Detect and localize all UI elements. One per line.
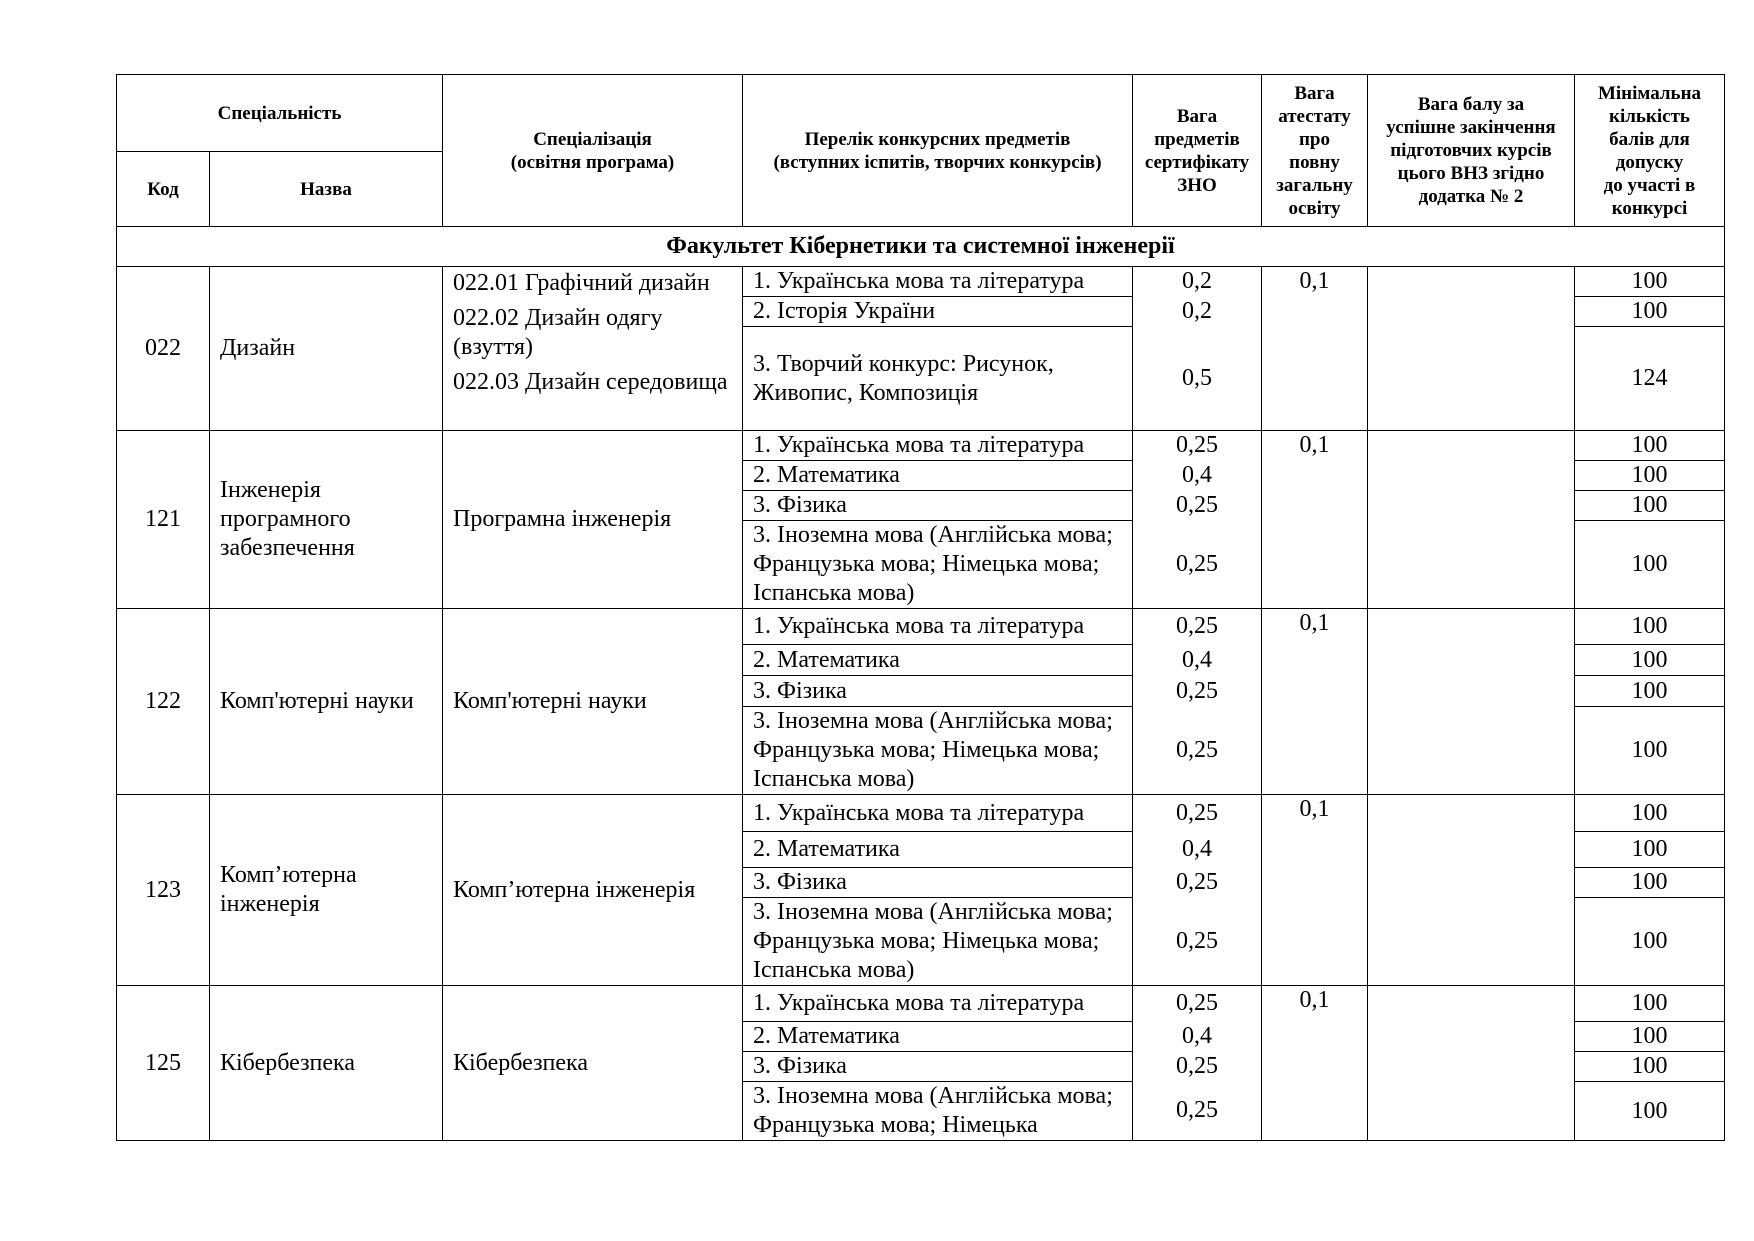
specialty-name: Комп'ютерні науки: [210, 609, 443, 795]
header-subjects-line2: (вступних іспитів, творчих конкурсів): [773, 151, 1102, 173]
subject-weight: 0,25: [1133, 1052, 1262, 1082]
subject-weight: 0,2: [1133, 297, 1262, 327]
specialization-item: 022.01 Графічний дизайн: [453, 270, 710, 296]
subject-item: 2. Історія України: [743, 297, 1133, 327]
header-weight-zno-l2: предметів: [1154, 128, 1240, 150]
subject-weight: 0,25: [1133, 707, 1262, 795]
specialty-name: Кібербезпека: [210, 986, 443, 1141]
specialty-name: Комп’ютерна інженерія: [210, 795, 443, 986]
specialization-item: Комп’ютерна інженерія: [443, 795, 743, 986]
header-name: Назва: [210, 152, 443, 227]
header-specialty: Спеціальність: [117, 75, 443, 152]
min-score: 100: [1575, 431, 1725, 461]
min-score: 100: [1575, 832, 1725, 868]
header-weight-zno-l4: ЗНО: [1177, 174, 1217, 196]
subject-item: 3. Іноземна мова (Англійська мова; Французька мова; Німецька мова; Іспанська мова): [743, 707, 1133, 795]
subject-item: 1. Українська мова та література: [743, 431, 1133, 461]
header-min-score-l1: Мінімальна: [1597, 82, 1702, 104]
min-score: 100: [1575, 1082, 1725, 1141]
header-weight-courses-l1: Вага балу за: [1417, 94, 1525, 115]
specialty-code: 022: [117, 267, 210, 431]
specialization-item: Кібербезпека: [443, 986, 743, 1141]
subject-weight: 0,25: [1133, 609, 1262, 645]
subject-item: 3. Іноземна мова (Англійська мова; Французька мова; Німецька мова; Іспанська мова): [743, 898, 1133, 986]
subject-weight: 0,4: [1133, 832, 1262, 868]
subject-item: 3. Іноземна мова (Англійська мова; Французька мова; Німецька: [743, 1082, 1133, 1141]
header-weight-courses-l3: підготовчих курсів: [1390, 140, 1552, 161]
certificate-weight: 0,1: [1262, 431, 1368, 609]
specialty-code: 123: [117, 795, 210, 986]
subject-weight: 0,4: [1133, 461, 1262, 491]
certificate-weight: 0,1: [1262, 986, 1368, 1141]
min-score: 100: [1575, 461, 1725, 491]
min-score: 100: [1575, 986, 1725, 1022]
header-specialization-line2: (освітня програма): [510, 151, 675, 173]
min-score: 100: [1575, 645, 1725, 676]
subject-weight: 0,25: [1133, 676, 1262, 707]
min-score: 100: [1575, 297, 1725, 327]
subject-item: 3. Фізика: [743, 676, 1133, 707]
header-specialization: [443, 75, 743, 227]
subject-weight: 0,4: [1133, 1022, 1262, 1052]
min-score: 100: [1575, 521, 1725, 609]
subject-weight: 0,25: [1133, 491, 1262, 521]
courses-weight: [1368, 609, 1575, 795]
courses-weight: [1368, 431, 1575, 609]
specialty-name: Інженерія програмного забезпечення: [210, 431, 443, 609]
subject-item: 3. Творчий конкурс: Рисунок, Живопис, Композиція: [743, 327, 1133, 431]
subject-item: 2. Математика: [743, 461, 1133, 491]
header-weight-cert-l5: загальну: [1276, 174, 1353, 196]
certificate-weight: 0,1: [1262, 609, 1368, 795]
specialization-item: 022.02 Дизайн одягу (взуття): [453, 305, 663, 360]
header-subjects-line1: Перелік конкурсних предметів: [804, 128, 1071, 150]
min-score: 100: [1575, 898, 1725, 986]
min-score: 100: [1575, 267, 1725, 297]
subject-weight: 0,25: [1133, 898, 1262, 986]
min-score: 100: [1575, 868, 1725, 898]
header-min-score-l6: конкурсі: [1611, 197, 1688, 219]
min-score: 100: [1575, 795, 1725, 832]
subject-item: 1. Українська мова та література: [743, 267, 1133, 297]
header-weight-zno-l3: сертифікату: [1144, 151, 1250, 173]
header-weight-cert-l1: Вага: [1294, 82, 1335, 104]
header-weight-courses-l4: цього ВНЗ згідно: [1397, 163, 1545, 184]
header-weight-courses-l5: додатка № 2: [1418, 186, 1524, 207]
header-min-score: [1575, 75, 1725, 227]
subject-item: 2. Математика: [743, 832, 1133, 868]
specialty-code: 125: [117, 986, 210, 1141]
header-weight-zno-l1: Вага: [1176, 105, 1218, 127]
min-score: 100: [1575, 1022, 1725, 1052]
courses-weight: [1368, 795, 1575, 986]
specialization-cell: [443, 267, 743, 431]
specialization-item: 022.03 Дизайн середовища: [453, 369, 728, 395]
subject-weight: 0,25: [1133, 795, 1262, 832]
header-subjects: [743, 75, 1133, 227]
header-specialization-line1: Спеціалізація: [533, 128, 652, 150]
header-weight-cert-l4: повну: [1289, 151, 1340, 173]
certificate-weight: 0,1: [1262, 267, 1368, 431]
subject-weight: 0,25: [1133, 521, 1262, 609]
admission-table: [116, 74, 1725, 1141]
min-score: 100: [1575, 491, 1725, 521]
header-weight-courses-l2: успішне закінчення: [1386, 117, 1556, 138]
courses-weight: [1368, 267, 1575, 431]
specialty-code: 122: [117, 609, 210, 795]
subject-item: 1. Українська мова та література: [743, 795, 1133, 832]
header-weight-cert-l3: про: [1298, 128, 1330, 150]
header-weight-certificate: [1262, 75, 1368, 227]
min-score: 100: [1575, 1052, 1725, 1082]
min-score: 100: [1575, 609, 1725, 645]
specialization-item: Програмна інженерія: [443, 431, 743, 609]
header-weight-cert-l6: освіту: [1288, 197, 1341, 219]
subject-item: 2. Математика: [743, 645, 1133, 676]
subject-weight: 0,25: [1133, 868, 1262, 898]
faculty-title: Факультет Кібернетики та системної інженерії: [117, 227, 1725, 267]
subject-weight: 0,4: [1133, 645, 1262, 676]
subject-weight: 0,25: [1133, 431, 1262, 461]
specialty-name: Дизайн: [210, 267, 443, 431]
header-min-score-l4: допуску: [1615, 151, 1684, 173]
subject-weight: 0,2: [1133, 267, 1262, 297]
header-min-score-l3: балів для: [1609, 128, 1690, 150]
specialization-item: Комп'ютерні науки: [443, 609, 743, 795]
subject-item: 3. Іноземна мова (Англійська мова; Французька мова; Німецька мова; Іспанська мова): [743, 521, 1133, 609]
min-score: 124: [1575, 327, 1725, 431]
admission-table-page: [116, 74, 1724, 1141]
min-score: 100: [1575, 707, 1725, 795]
header-min-score-l2: кількість: [1609, 105, 1690, 127]
subject-weight: 0,5: [1133, 327, 1262, 431]
subject-item: 3. Фізика: [743, 491, 1133, 521]
subject-item: 1. Українська мова та література: [743, 609, 1133, 645]
header-weight-zno: [1133, 75, 1262, 227]
min-score: 100: [1575, 676, 1725, 707]
courses-weight: [1368, 986, 1575, 1141]
subject-item: 3. Фізика: [743, 868, 1133, 898]
specialty-code: 121: [117, 431, 210, 609]
subject-item: 1. Українська мова та література: [743, 986, 1133, 1022]
header-min-score-l5: до участі в: [1603, 174, 1696, 196]
header-code: Код: [117, 152, 210, 227]
subject-item: 3. Фізика: [743, 1052, 1133, 1082]
header-weight-courses: [1368, 75, 1575, 227]
subject-weight: 0,25: [1133, 986, 1262, 1022]
certificate-weight: 0,1: [1262, 795, 1368, 986]
subject-item: 2. Математика: [743, 1022, 1133, 1052]
header-weight-cert-l2: атестату: [1278, 105, 1351, 127]
subject-weight: 0,25: [1133, 1082, 1262, 1141]
